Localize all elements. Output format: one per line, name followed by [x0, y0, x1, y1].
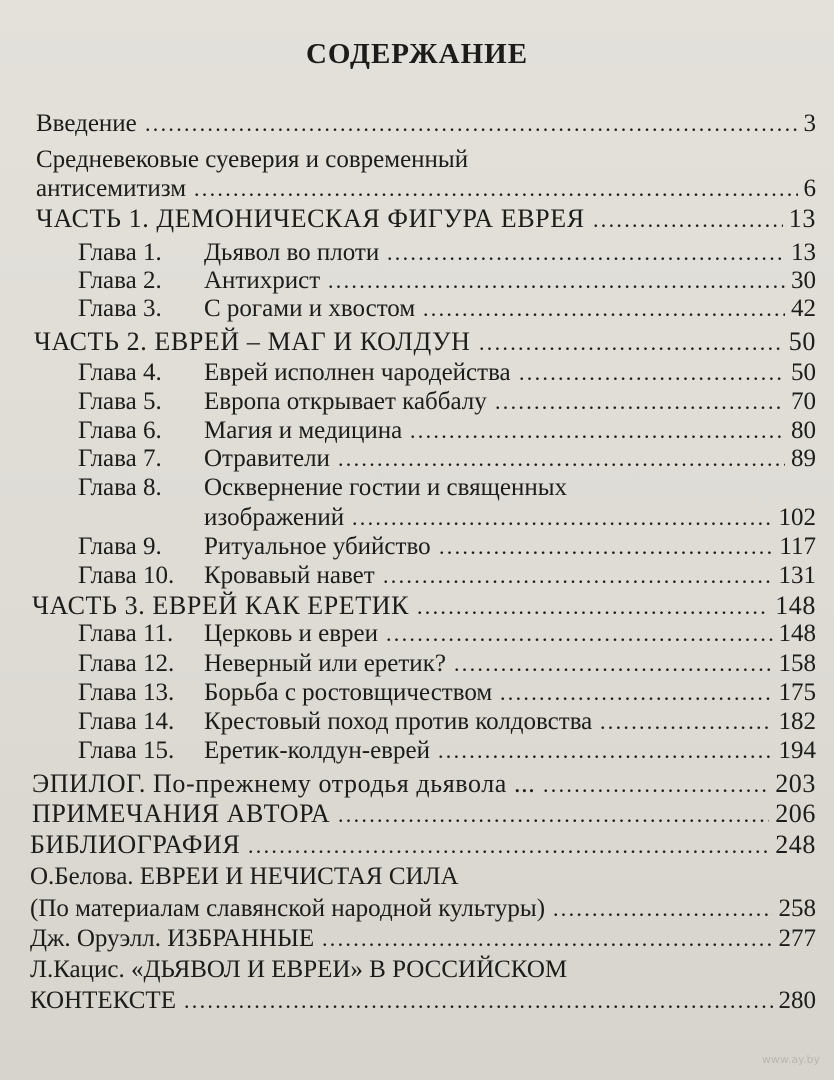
chapter-label: Глава 10.	[78, 562, 175, 589]
dot-leader	[495, 387, 785, 417]
page-number: 3	[803, 110, 816, 137]
entry-title-line: Церковь и евреи	[204, 620, 378, 647]
chapter-label: Глава 7.	[78, 445, 162, 472]
entry-title-line: Введение	[36, 110, 137, 137]
entry-title-line: Крестовый поход против колдовства	[204, 708, 593, 735]
entry-title-line: ЧАСТЬ 3. ЕВРЕЙ КАК ЕРЕТИК	[32, 591, 410, 620]
entry-title-line: ПРИМЕЧАНИЯ АВТОРА	[32, 799, 331, 828]
entry-title-line: Л.Кацис. «ДЬЯВОЛ И ЕВРЕИ» В РОССИЙСКОМ	[30, 956, 568, 983]
page-number: 148	[778, 620, 816, 647]
page-number: 182	[778, 708, 816, 735]
dot-leader	[145, 109, 798, 139]
entry-title-line: ЭПИЛОГ. По-прежнему отродья дьявола ...	[32, 769, 536, 798]
chapter-label: Глава 5.	[78, 388, 162, 415]
dot-leader	[194, 174, 798, 204]
dot-leader	[352, 503, 773, 533]
entry-title-line: Еврей исполнен чародейства	[204, 359, 511, 386]
page-number: 6	[803, 175, 816, 202]
page-number: 206	[775, 799, 816, 828]
chapter-label: Глава 2.	[78, 267, 162, 294]
entry-title-line: Европа открывает каббалу	[204, 388, 487, 415]
entry-title-line: БИБЛИОГРАФИЯ	[30, 830, 241, 859]
dot-leader	[479, 327, 783, 357]
entry-title-line: Дж. Оруэлл. ИЗБРАННЫЕ	[30, 925, 315, 952]
entry-title-line: О.Белова. ЕВРЕИ И НЕЧИСТАЯ СИЛА	[30, 863, 459, 890]
dot-leader	[553, 894, 773, 924]
page-number: 50	[788, 327, 816, 356]
dot-leader	[454, 649, 773, 679]
chapter-label: Глава 4.	[78, 359, 162, 386]
page-number: 89	[791, 445, 816, 472]
chapter-label: Глава 6.	[78, 417, 162, 444]
page-number: 117	[779, 533, 816, 560]
page-number: 158	[778, 650, 816, 677]
chapter-label: Глава 8.	[78, 474, 162, 501]
entry-title-line: Ритуальное убийство	[204, 533, 431, 560]
dot-leader	[519, 358, 785, 388]
dot-leader	[439, 532, 773, 562]
page-number: 102	[778, 504, 816, 531]
entry-title-line: ЧАСТЬ 2. ЕВРЕЙ – МАГ И КОЛДУН	[34, 327, 471, 356]
page-title: СОДЕРЖАНИЕ	[305, 38, 529, 70]
page-number: 280	[778, 987, 816, 1014]
entry-title-line: Дьявол во плоти	[204, 239, 380, 266]
page-number: 203	[775, 769, 816, 798]
page-number: 80	[791, 417, 816, 444]
dot-leader	[423, 294, 785, 324]
entry-title-line: Магия и медицина	[204, 417, 403, 444]
dot-leader	[387, 238, 785, 268]
page-number: 13	[788, 204, 816, 233]
page-number: 131	[778, 562, 816, 589]
dot-leader	[248, 830, 769, 860]
page-number: 148	[775, 591, 816, 620]
dot-leader	[500, 678, 773, 708]
dot-leader	[438, 736, 773, 766]
dot-leader	[322, 924, 773, 954]
chapter-label: Глава 12.	[78, 650, 175, 677]
page-number: 258	[778, 895, 816, 922]
entry-title-line: Осквернение гостии и священных	[204, 474, 568, 501]
page-number: 277	[778, 925, 816, 952]
page-number: 42	[791, 295, 816, 322]
entry-title-line: Неверный или еретик?	[204, 650, 446, 677]
page-number: 50	[791, 359, 816, 386]
page-number: 248	[775, 830, 816, 859]
entry-title-line: Антихрист	[204, 267, 321, 294]
entry-title-line: Кровавый навет	[204, 562, 375, 589]
dot-leader	[338, 799, 769, 829]
page-number: 70	[791, 388, 816, 415]
chapter-label: Глава 3.	[78, 295, 162, 322]
chapter-label: Глава 15.	[78, 737, 175, 764]
dot-leader	[543, 769, 769, 799]
dot-leader	[600, 707, 773, 737]
entry-title-line: изображений	[204, 504, 345, 531]
dot-leader	[386, 619, 773, 649]
page-number: 13	[791, 239, 816, 266]
page-number: 30	[791, 267, 816, 294]
dot-leader	[184, 986, 773, 1016]
entry-title-line: Борьба с ростовщичеством	[204, 679, 493, 706]
chapter-label: Глава 11.	[78, 620, 174, 647]
dot-leader	[410, 416, 785, 446]
dot-leader	[328, 266, 785, 296]
dot-leader	[383, 561, 773, 591]
entry-title-line: ЧАСТЬ 1. ДЕМОНИЧЕСКАЯ ФИГУРА ЕВРЕЯ	[36, 204, 585, 233]
chapter-label: Глава 1.	[78, 239, 162, 266]
entry-title-line: С рогами и хвостом	[204, 295, 416, 322]
entry-title-line: антисемитизм	[36, 175, 187, 202]
chapter-label: Глава 14.	[78, 708, 175, 735]
dot-leader	[593, 204, 783, 234]
dot-leader	[338, 444, 785, 474]
chapter-label: Глава 13.	[78, 679, 175, 706]
chapter-label: Глава 9.	[78, 533, 162, 560]
entry-title-line: Средневековые суеверия и современный	[36, 146, 469, 173]
watermark: www.ay.by	[761, 1053, 820, 1066]
entry-title-line: КОНТЕКСТЕ	[30, 987, 176, 1014]
entry-title-line: Отравители	[204, 445, 330, 472]
entry-title-line: Еретик-колдун-еврей	[204, 737, 430, 764]
entry-title-line: (По материалам славянской народной культуры)	[30, 895, 546, 922]
page-number: 194	[778, 737, 816, 764]
page-number: 175	[778, 679, 816, 706]
dot-leader	[417, 591, 769, 621]
